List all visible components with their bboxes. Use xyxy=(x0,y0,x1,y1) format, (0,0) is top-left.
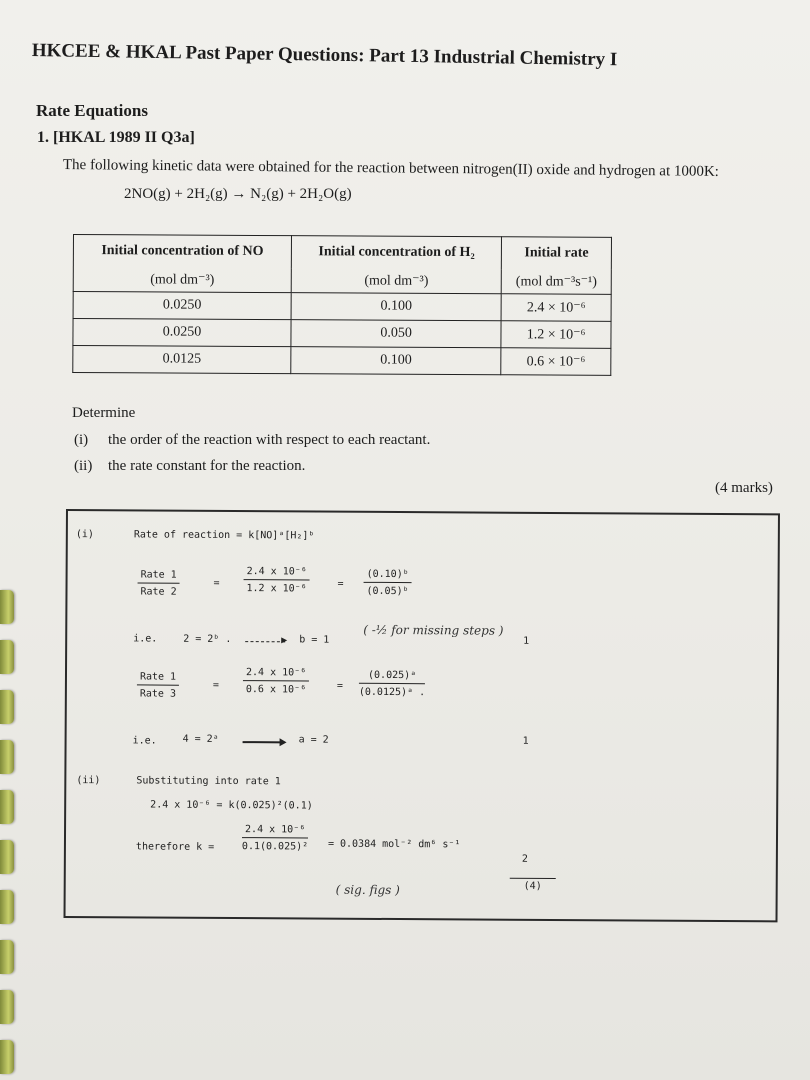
arrow xyxy=(243,737,285,748)
step-result: b = 1 xyxy=(299,634,330,646)
table-cell: 0.100 xyxy=(291,293,501,321)
table-cell: 0.6 × 10⁻⁶ xyxy=(501,348,611,376)
ratio-values: $\frac{\text{2.4 x 10⁻⁶}}{\text{0.6 x 10⁻⁶}}$ xyxy=(243,667,309,695)
question-intro: The following kinetic data were obtained for the reaction between nitrogen(II) oxide and hydrogen at 1000K: xyxy=(62,157,719,180)
total-marks: (4) xyxy=(510,878,556,892)
arrow xyxy=(245,636,285,647)
table-unit: (mol dm⁻³s⁻¹) xyxy=(501,269,611,294)
step-result: a = 2 xyxy=(298,734,329,746)
question-item xyxy=(74,432,430,449)
table-cell: 0.0250 xyxy=(73,319,291,347)
table-cell: 1.2 × 10⁻⁶ xyxy=(501,321,611,349)
marking-scheme-box xyxy=(64,509,780,922)
table-header: Initial concentration of H₂ xyxy=(291,236,501,270)
spiral-binding xyxy=(0,0,22,1080)
handwritten-note: ( -½ for missing steps ) xyxy=(363,622,504,638)
mark-value: 1 xyxy=(522,735,529,747)
table-unit: (mol dm⁻³) xyxy=(291,268,501,294)
table-cell: 0.0125 xyxy=(73,346,291,374)
table-row xyxy=(73,319,611,349)
rate-expression: Rate of reaction = k[NO]ᵃ[H₂]ᵇ xyxy=(133,529,315,542)
table-cell: 2.4 × 10⁻⁶ xyxy=(501,294,611,322)
equals-sign: = xyxy=(213,577,220,589)
table-unit: (mol dm⁻³) xyxy=(73,267,291,293)
ratio-values: $\frac{\text{2.4 x 10⁻⁶}}{\text{1.2 x 10⁻⁶}}$ xyxy=(243,566,309,594)
step-lead: i.e. xyxy=(132,735,157,747)
step-lead: i.e. xyxy=(133,633,158,645)
equals-sign: = xyxy=(336,680,343,692)
question-number: 1. [HKAL 1989 II Q3a] xyxy=(37,129,195,146)
step-expression: 4 = 2ᵃ xyxy=(182,733,219,745)
part-i-label: (i) xyxy=(75,529,94,541)
therefore-text: therefore k = xyxy=(135,841,215,853)
substitution-text: Substituting into rate 1 xyxy=(136,775,281,788)
table-header: Initial rate xyxy=(502,237,612,270)
question-item xyxy=(74,458,305,475)
ratio-rate1-rate2: Rate 1 Rate 2 xyxy=(137,569,179,597)
table-row xyxy=(73,346,611,376)
equals-sign: = xyxy=(337,578,344,590)
mark-value: 1 xyxy=(523,635,530,647)
substitution-expression: 2.4 x 10⁻⁶ = k(0.025)²(0.1) xyxy=(150,799,313,812)
section-heading: Rate Equations xyxy=(36,101,148,120)
determine-label: Determine xyxy=(72,405,136,421)
table-cell: 0.0250 xyxy=(73,292,291,320)
table-row xyxy=(73,292,611,322)
part-ii-label: (ii) xyxy=(76,775,101,787)
table-header: Initial concentration of NO xyxy=(73,235,291,269)
item-number: (ii) xyxy=(74,458,93,474)
kinetic-data-table xyxy=(72,234,612,376)
marks-label: (4 marks) xyxy=(715,480,773,496)
equals-sign: = xyxy=(212,679,219,691)
page-title: HKCEE & HKAL Past Paper Questions: Part 13 Industrial Chemistry I xyxy=(31,40,618,71)
table-cell: 0.100 xyxy=(291,347,501,375)
mark-value: 2 xyxy=(521,853,528,865)
ratio-concentrations: $\frac{\text{(0.025)ᵃ}}{\text{(0.0125)ᵃ .}}$ xyxy=(358,669,426,699)
item-text: the rate constant for the reaction. xyxy=(108,458,306,474)
rate-constant-result: = 0.0384 mol⁻² dm⁶ s⁻¹ xyxy=(327,838,461,851)
k-fraction: $\frac{\text{2.4 x 10⁻⁶}}{\text{0.1(0.025)²}}$ xyxy=(241,824,309,853)
reaction-equation: 2NO(g) + 2H₂(g) → N₂(g) + 2H₂O(g) xyxy=(124,186,352,202)
step-expression: 2 = 2ᵇ . xyxy=(183,633,232,646)
handwritten-note: ( sig. figs ) xyxy=(335,882,400,898)
ratio-concentrations: $\frac{\text{(0.10)ᵇ}}{\text{(0.05)ᵇ}}$ xyxy=(363,569,411,597)
ratio-rate1-rate3: Rate 1 Rate 3 xyxy=(137,671,179,699)
table-cell: 0.050 xyxy=(291,320,501,348)
item-number: (i) xyxy=(74,432,89,448)
item-text: the order of the reaction with respect to each reactant. xyxy=(108,432,431,448)
